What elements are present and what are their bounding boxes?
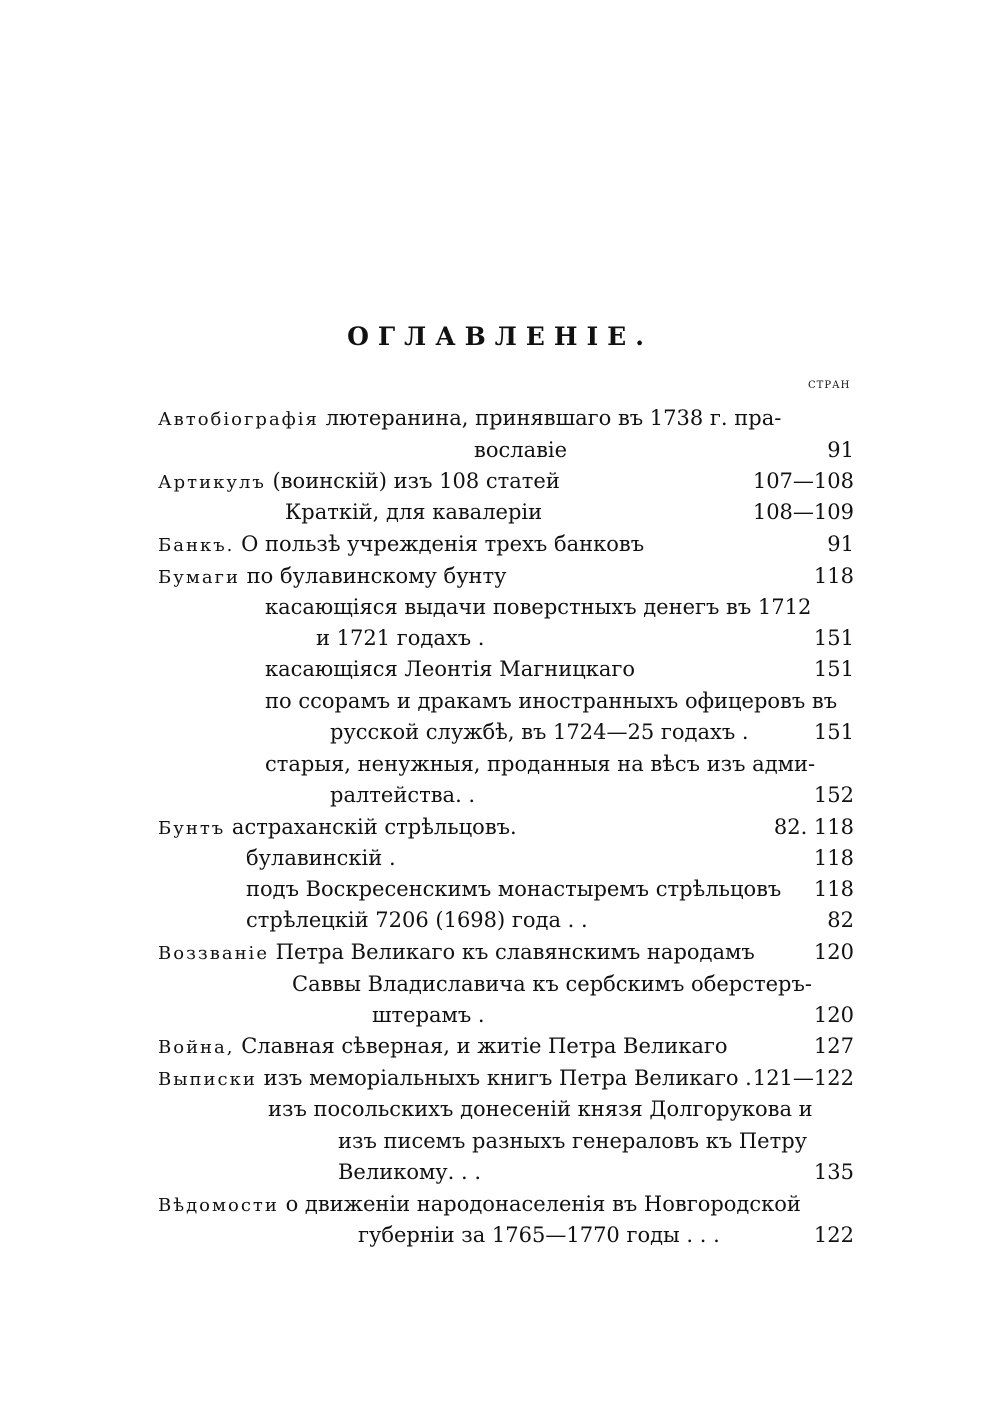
toc-page-number: 135	[813, 1160, 854, 1184]
toc-entry-text: стрѣлецкій 7206 (1698) года . .	[246, 908, 588, 932]
toc-entry-line	[158, 465, 560, 497]
toc-entry-text: и 1721 годахъ .	[316, 626, 485, 650]
toc-entry-text: астраханскій стрѣльцовъ.	[231, 815, 517, 839]
toc-entry-text: О пользѣ учрежденія трехъ банковъ	[241, 532, 645, 556]
toc-entry-text: Петра Великаго къ славянскимъ народамъ	[275, 940, 755, 964]
toc-page-number: 118	[813, 877, 854, 901]
toc-entry-heading: Банкъ.	[158, 535, 235, 556]
toc-entry-text: Краткій, для кавалеріи	[285, 500, 543, 524]
toc-page-number: 108—109	[752, 500, 854, 524]
toc-entry-text: о движеніи народонаселенія въ Новгородской	[285, 1192, 801, 1216]
toc-page-number: 120	[813, 940, 854, 964]
toc-entry-text: вославіе	[474, 438, 568, 462]
toc-page-number: 127	[813, 1034, 854, 1058]
toc-entry-text: касающіяся выдачи поверстныхъ денегъ въ 1712	[265, 595, 812, 619]
toc-entry-text: булавинскій .	[246, 846, 396, 870]
toc-entry-heading: Выписки	[158, 1069, 257, 1090]
toc-page-number: 120	[813, 1003, 854, 1027]
toc-entry-line	[158, 1062, 752, 1094]
toc-entry-line	[158, 1030, 728, 1062]
toc-entry-text: по булавинскому бунту	[246, 564, 507, 588]
toc-page-number: 122	[813, 1223, 854, 1247]
toc-entry-text: касающіяся Леонтія Магницкаго	[265, 657, 636, 681]
toc-entry-text: Славная сѣверная, и житіе Петра Великаго	[241, 1034, 728, 1058]
toc-entry-text: старыя, ненужныя, проданныя на вѣсъ изъ адми-	[265, 752, 816, 776]
toc-entry-heading: Война,	[158, 1037, 235, 1058]
toc-page-number: 91	[827, 438, 854, 462]
toc-entry-text: Великому. . .	[338, 1160, 482, 1184]
toc-entry-text: Саввы Владиславича къ сербскимъ оберстеръ-	[292, 972, 812, 996]
toc-page-number: 107—108	[752, 469, 854, 493]
toc-entry-text: лютеранина, принявшаго въ 1738 г. пра-	[325, 406, 782, 430]
toc-entry-text: подъ Воскресенскимъ монастыремъ стрѣльцовъ	[246, 877, 782, 901]
toc-entry-line	[158, 402, 781, 434]
page-title: ОГЛАВЛЕНІЕ.	[347, 322, 653, 351]
toc-entry-heading: Автобіографія	[158, 409, 319, 430]
toc-entry-heading: Бумаги	[158, 567, 240, 588]
toc-page-number: 151	[813, 720, 854, 744]
toc-entry-heading: Воззваніе	[158, 943, 269, 964]
page-column-header: СТРАН	[808, 380, 851, 391]
toc-entry-text: губерніи за 1765—1770 годы . . .	[358, 1223, 720, 1247]
toc-entry-line	[158, 811, 517, 843]
toc-entry-text: изъ посольскихъ донесеній князя Долгорукова и	[268, 1097, 813, 1121]
toc-page-number: 152	[813, 783, 854, 807]
toc-entry-line	[158, 1188, 801, 1220]
toc-page-number: 151	[813, 626, 854, 650]
toc-entry-line	[158, 528, 644, 560]
toc-entry-text: по ссорамъ и дракамъ иностранныхъ офицеровъ въ	[265, 689, 838, 713]
toc-page-number: 82	[827, 908, 854, 932]
toc-page-number: 121—122	[752, 1066, 854, 1090]
toc-entry-line	[158, 560, 507, 592]
toc-entry-text: изъ писемъ разныхъ генераловъ къ Петру	[338, 1129, 808, 1153]
toc-entry-text: штерамъ .	[372, 1003, 485, 1027]
toc-page-number: 151	[813, 657, 854, 681]
toc-entry-text: изъ меморіальныхъ книгъ Петра Великаго .	[263, 1066, 752, 1090]
toc-page-number: 82. 118	[773, 815, 854, 839]
toc-entry-heading: Бунтъ	[158, 818, 226, 839]
toc-entry-line	[158, 936, 755, 968]
toc-entry-text: ралтейства. .	[330, 783, 476, 807]
toc-entry-heading: Артикулъ	[158, 472, 266, 493]
toc-page-number: 91	[827, 532, 854, 556]
toc-entry-text: русской службѣ, въ 1724—25 годахъ .	[330, 720, 749, 744]
toc-entry-heading: Вѣдомости	[158, 1195, 279, 1216]
toc-entry-text: (воинскій) изъ 108 статей	[272, 469, 560, 493]
toc-page-number: 118	[813, 846, 854, 870]
toc-page-number: 118	[813, 564, 854, 588]
